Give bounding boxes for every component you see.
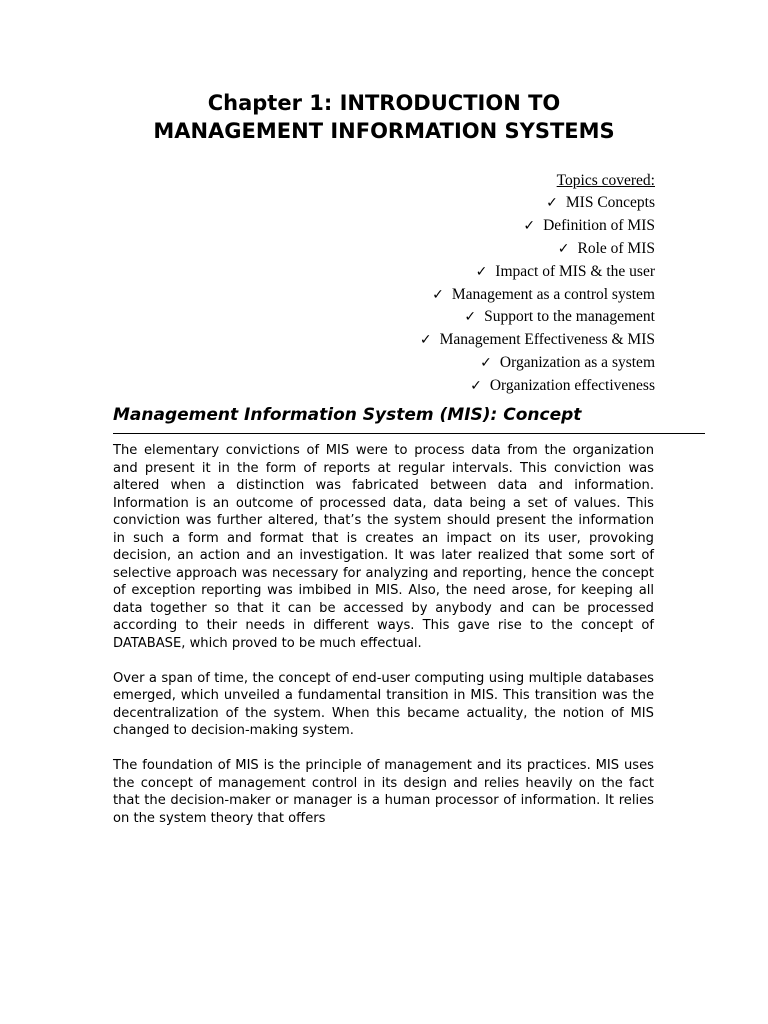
topic-item-definition-of-mis <box>420 215 655 238</box>
topic-label: Definition of MIS <box>543 216 655 234</box>
topic-label: Organization effectiveness <box>489 377 655 395</box>
check-icon: ✓ <box>470 378 482 395</box>
paragraph: The foundation of MIS is the principle of management and its practices. MIS uses the concept of management control in its design and relies heavily on the fact that the decision-maker or manager is a human processor of information. It relies on the system theory that offers <box>113 758 654 826</box>
section-heading: Management Information System (MIS): Concept <box>113 405 582 425</box>
topic-label: Support to the management <box>484 308 655 326</box>
check-icon: ✓ <box>464 309 477 326</box>
check-icon: ✓ <box>475 263 488 280</box>
topic-item-role-of-mis <box>420 238 655 261</box>
topic-item-impact-of-mis <box>420 261 655 284</box>
check-icon: ✓ <box>546 194 558 211</box>
topic-item-organization-effectiveness <box>420 375 655 398</box>
topic-label: MIS Concepts <box>565 193 655 211</box>
section-divider <box>113 433 705 434</box>
paragraph: The elementary convictions of MIS were to process data from the organization and present it in the form of reports at regular intervals. This conviction was altered when a distinction was fabricated between data and information. Information is an outcome of processed data, data being a set of values. This conviction was further altered, that’s the system should present the information in such a form and format that is creates an impact on its user, provoking decision, an action and an investigation. It was later realized that some sort of selective approach was necessary for analyzing and reporting, hence the concept of exception reporting was imbibed in MIS. Also, the need arose, for keeping all data together so that it can be accessed by anybody and can be processed according to their needs in different ways. This gave rise to the concept of DATABASE, which proved to be much effectual. <box>113 443 654 651</box>
topic-item-mis-concepts <box>420 192 655 215</box>
topic-label: Organization as a system <box>499 354 655 372</box>
check-icon: ✓ <box>419 332 432 349</box>
topic-label: Impact of MIS & the user <box>495 262 655 280</box>
check-icon: ✓ <box>432 286 444 303</box>
page-title <box>0 89 768 145</box>
topic-label: Role of MIS <box>577 239 655 257</box>
body-text <box>113 442 654 845</box>
topics-list <box>420 170 655 398</box>
topic-label: Management as a control system <box>451 285 655 303</box>
check-icon: ✓ <box>480 355 492 372</box>
check-icon: ✓ <box>523 217 536 234</box>
check-icon: ✓ <box>557 240 570 257</box>
topic-item-management-effectiveness <box>420 329 655 352</box>
topic-item-support-to-management <box>420 306 655 329</box>
page-title-line-2: MANAGEMENT INFORMATION SYSTEMS <box>153 119 615 143</box>
page-title-line-1: Chapter 1: INTRODUCTION TO <box>207 91 561 115</box>
topic-label: Management Effectiveness & MIS <box>439 331 655 349</box>
topics-heading: Topics covered: <box>556 172 655 189</box>
paragraph: Over a span of time, the concept of end-user computing using multiple databases emerged, which unveiled a fundamental transition in MIS. This transition was the decentralization of the system. When this became actuality, the notion of MIS changed to decision-making system. <box>113 670 654 738</box>
topic-item-management-control-system <box>420 284 655 307</box>
topic-item-organization-as-system <box>420 352 655 375</box>
